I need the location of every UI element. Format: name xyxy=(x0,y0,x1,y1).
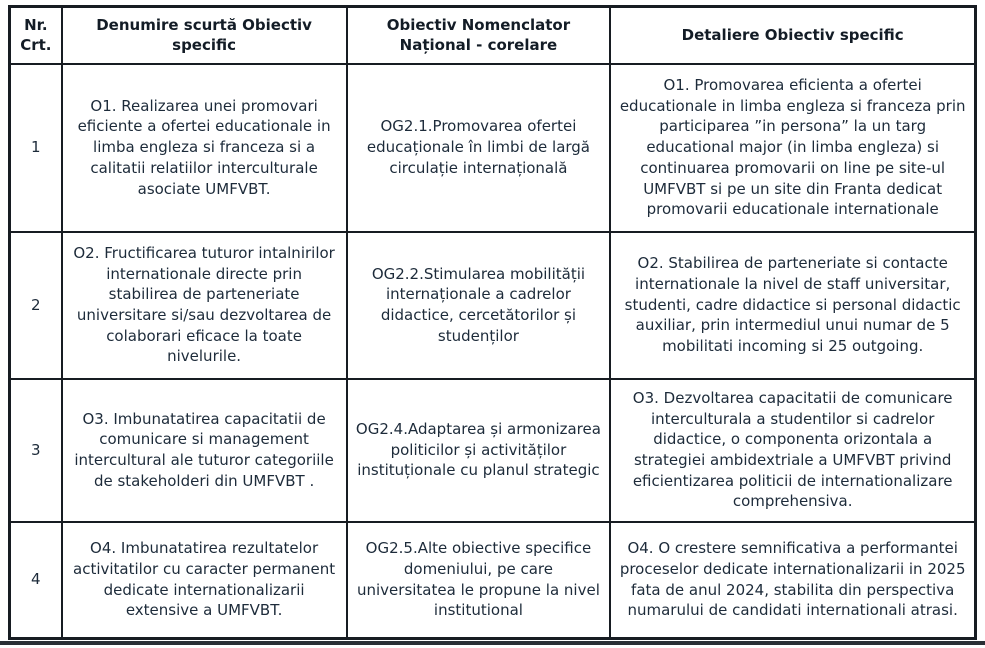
nomenclator-cell: OG2.1.Promovarea ofertei educaționale în limbi de largă circulație internațională xyxy=(347,64,611,232)
objectives-table xyxy=(8,5,977,640)
detail-cell: O4. O crestere semnificativa a performantei proceselor dedicate internationalizarii in 2025 fata de anul 2024, stabilita din perspectiva numarului de candidati internationali atrasi. xyxy=(610,522,975,639)
nomenclator-cell: OG2.5.Alte obiective specifice domeniului, pe care universitatea le propune la nivel institutional xyxy=(347,522,611,639)
short-objective-cell: O3. Imbunatatirea capacitatii de comunicare si management intercultural ale tuturor categoriile de stakeholderi din UMFVBT . xyxy=(62,379,347,522)
detail-cell: O1. Promovarea eficienta a ofertei educationale in limba engleza si franceza prin participarea ”in persona” la un targ educational major (in limba engleza) si continuarea promovarii on line pe site-ul UMFVBT si pe un site din Franta dedicat promovarii educationale internationale xyxy=(610,64,975,232)
row-number-cell: 2 xyxy=(10,232,62,379)
row-number-cell: 1 xyxy=(10,64,62,232)
header-nomenclator: Obiectiv Nomenclator Național - corelare xyxy=(347,7,611,64)
nomenclator-cell: OG2.2.Stimularea mobilității internaționale a cadrelor didactice, cercetătorilor și studenților xyxy=(347,232,611,379)
short-objective-cell: O2. Fructificarea tuturor intalnirilor internationale directe prin stabilirea de parteneriate universitare si/sau dezvoltarea de colaborari eficace la toate nivelurile. xyxy=(62,232,347,379)
table-header xyxy=(10,7,976,64)
header-nr-crt: Nr. Crt. xyxy=(10,7,62,64)
header-row xyxy=(10,7,976,64)
table-row xyxy=(10,522,976,639)
header-denumire-scurta: Denumire scurtă Obiectiv specific xyxy=(62,7,347,64)
header-detaliere: Detaliere Obiectiv specific xyxy=(610,7,975,64)
detail-cell: O2. Stabilirea de parteneriate si contacte internationale la nivel de staff universitar, studenti, cadre didactice si personal didactic auxiliar, prin intermediul unui numar de 5 mobilitati incoming si 25 outgoing. xyxy=(610,232,975,379)
short-objective-cell: O4. Imbunatatirea rezultatelor activitatilor cu caracter permanent dedicate internationalizarii extensive a UMFVBT. xyxy=(62,522,347,639)
short-objective-cell: O1. Realizarea unei promovari eficiente a ofertei educationale in limba engleza si franceza si a calitatii relatiilor interculturale asociate UMFVBT. xyxy=(62,64,347,232)
table-row xyxy=(10,64,976,232)
table-row xyxy=(10,232,976,379)
table-body xyxy=(10,64,976,639)
row-number-cell: 3 xyxy=(10,379,62,522)
row-number-cell: 4 xyxy=(10,522,62,639)
table-row xyxy=(10,379,976,522)
bottom-horizontal-rule xyxy=(0,641,985,645)
detail-cell: O3. Dezvoltarea capacitatii de comunicare interculturala a studentilor si cadrelor didactice, o componenta orizontala a strategiei ambidextriale a UMFVBT privind eficientizarea politicii de internationalizare comprehensiva. xyxy=(610,379,975,522)
nomenclator-cell: OG2.4.Adaptarea și armonizarea politicilor și activităților instituționale cu planul strategic xyxy=(347,379,611,522)
